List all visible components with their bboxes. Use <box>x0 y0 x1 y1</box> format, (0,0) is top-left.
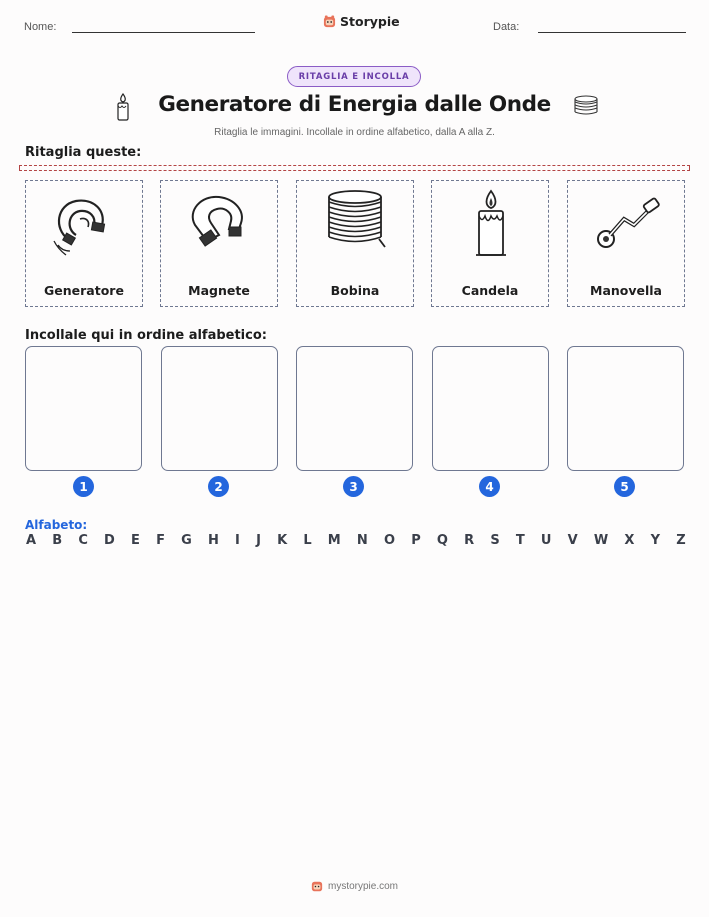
slot-number-1: 1 <box>73 476 94 497</box>
name-field[interactable] <box>72 32 255 33</box>
alphabet-letter: X <box>624 533 635 548</box>
date-field[interactable] <box>538 32 686 33</box>
alphabet-letter: A <box>26 533 37 548</box>
alphabet-letter: E <box>131 533 140 548</box>
alphabet-letter: L <box>303 533 312 548</box>
card-label: Bobina <box>330 283 380 298</box>
storypie-mascot-icon <box>311 880 323 893</box>
paste-slot-1[interactable] <box>25 346 142 471</box>
alphabet-letter: F <box>156 533 165 548</box>
paste-heading: Incollale qui in ordine alfabetico: <box>25 328 267 343</box>
crank-icon <box>592 189 662 259</box>
alphabet-letter: N <box>356 533 368 548</box>
generator-icon <box>50 189 120 259</box>
brand-name: Storypie <box>340 14 400 29</box>
alphabet-heading: Alfabeto: <box>25 518 88 532</box>
name-label: Nome: <box>24 21 57 33</box>
alphabet-letter: H <box>207 533 219 548</box>
alphabet-letter: B <box>52 533 63 548</box>
footer <box>0 880 709 893</box>
candle-icon <box>456 189 526 259</box>
alphabet-letter: P <box>411 533 421 548</box>
paste-slot-5[interactable] <box>567 346 684 471</box>
coil-icon <box>321 189 391 259</box>
alphabet-letter: O <box>383 533 396 548</box>
card-label: Generatore <box>44 283 124 298</box>
alphabet-letter: G <box>181 533 192 548</box>
alphabet-letter: Z <box>676 533 686 548</box>
cut-card-generator[interactable] <box>25 180 143 307</box>
alphabet-letter: Y <box>650 533 661 548</box>
slot-number-2: 2 <box>208 476 229 497</box>
alphabet-letter: D <box>104 533 115 548</box>
cut-card-candle[interactable] <box>431 180 549 307</box>
alphabet-letter: Q <box>436 533 448 548</box>
alphabet-letter: K <box>277 533 288 548</box>
storypie-mascot-icon <box>323 15 336 29</box>
slot-number-4: 4 <box>479 476 500 497</box>
slot-number-3: 3 <box>343 476 364 497</box>
cut-heading: Ritaglia queste: <box>25 145 142 160</box>
alphabet-letter: I <box>235 533 240 548</box>
alphabet-letter: T <box>515 533 525 548</box>
paste-slot-2[interactable] <box>161 346 278 471</box>
paste-slot-3[interactable] <box>296 346 413 471</box>
cut-line <box>19 165 690 171</box>
instructions: Ritaglia le immagini. Incollale in ordine alfabetico, dalla A alla Z. <box>214 127 495 138</box>
cut-card-magnet[interactable] <box>160 180 278 307</box>
alphabet-letter: U <box>540 533 552 548</box>
card-label: Candela <box>461 283 519 298</box>
alphabet-letter: C <box>78 533 88 548</box>
cut-card-coil[interactable] <box>296 180 414 307</box>
alphabet-row <box>26 533 686 548</box>
cut-card-crank[interactable] <box>567 180 685 307</box>
alphabet-letter: J <box>256 533 261 548</box>
footer-url[interactable]: mystorypie.com <box>327 881 398 892</box>
alphabet-letter: M <box>327 533 341 548</box>
alphabet-letter: V <box>567 533 578 548</box>
card-label: Magnete <box>188 283 250 298</box>
date-label: Data: <box>493 21 520 33</box>
magnet-icon <box>185 189 255 259</box>
paste-slot-4[interactable] <box>432 346 549 471</box>
coil-icon <box>573 95 599 117</box>
card-label: Manovella <box>590 283 662 298</box>
slot-number-5: 5 <box>614 476 635 497</box>
alphabet-letter: S <box>490 533 500 548</box>
brand-logo <box>323 14 400 29</box>
page-title: Generatore di Energia dalle Onde <box>158 92 551 117</box>
activity-badge: RITAGLIA E INCOLLA <box>287 66 421 87</box>
alphabet-letter: W <box>593 533 609 548</box>
alphabet-letter: R <box>464 533 475 548</box>
